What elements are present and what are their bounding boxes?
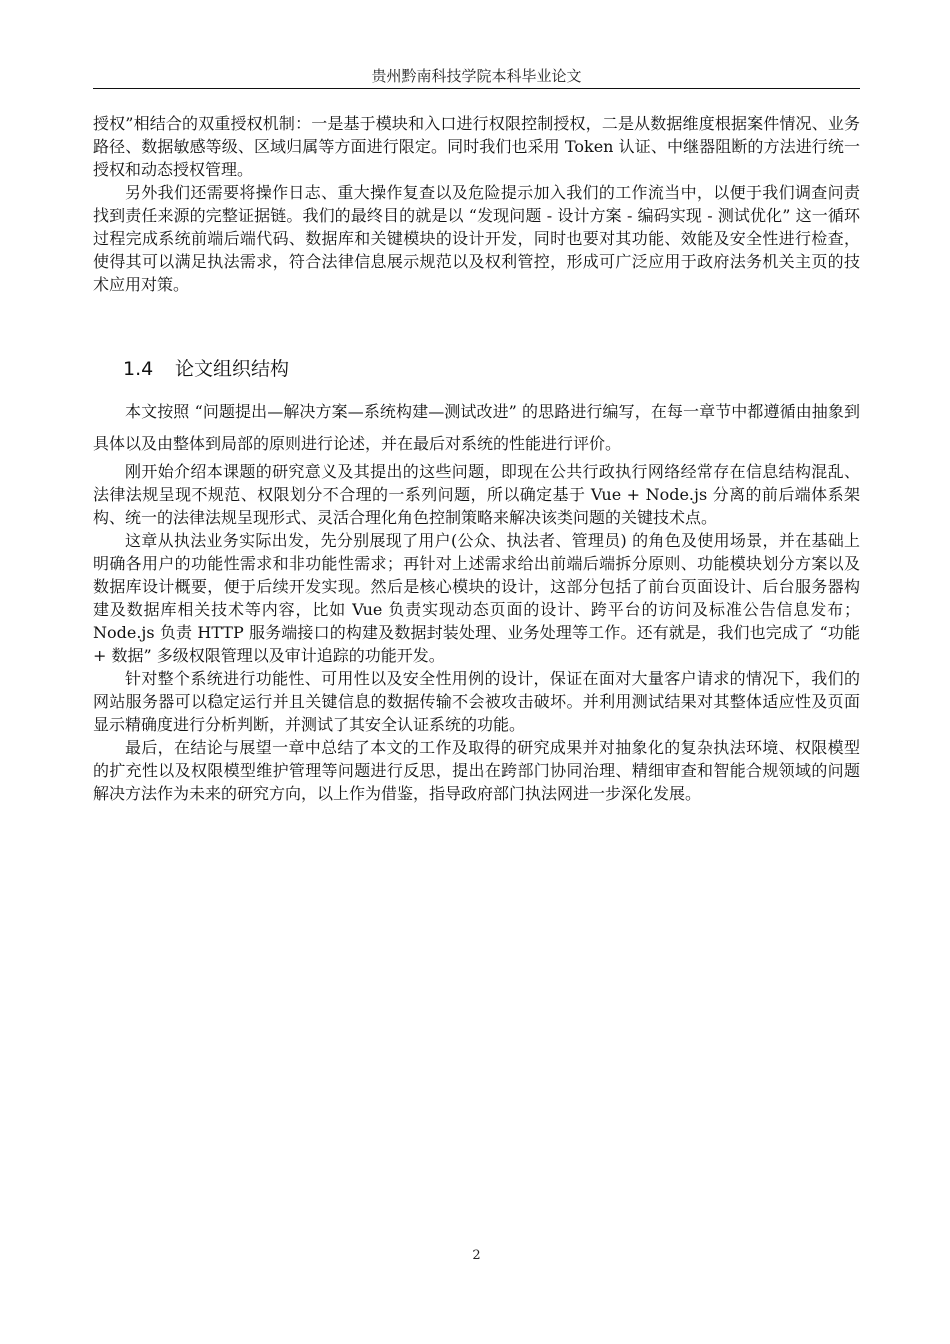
section-number: 1.4 [123, 358, 154, 380]
page-body [93, 112, 860, 805]
paragraph: 最后，在结论与展望一章中总结了本文的工作及取得的研究成果并对抽象化的复杂执法环境、权限模型的扩充性以及权限模型维护管理等问题进行反思，提出在跨部门协同治理、精细审查和智能合规领域的问题解决方法作为未来的研究方向，以上作为借鉴，指导政府部门执法网进一步深化发展。 [93, 738, 860, 803]
paragraph: 另外我们还需要将操作日志、重大操作复查以及危险提示加入我们的工作流当中，以便于我们调查问责找到责任来源的完整证据链。我们的最终目的就是以 “发现问题 - 设计方案 - 编码实现 - 测试优化” 这一循环过程完成系统前端后端代码、数据库和关键模块的设计开发，同时也要对其功能、效能及安全性进行检查，使得其可以满足执法需求，符合法律信息展示规范以及权利管控，形成可广泛应用于政府法务机关主页的技术应用对策。 [93, 183, 860, 294]
paragraph-continuation: 授权”相结合的双重授权机制：一是基于模块和入口进行权限控制授权，二是从数据维度根据案件情况、业务路径、数据敏感等级、区域归属等方面进行限定。同时我们也采用 Token 认证、中继器阻断的方法进行统一授权和动态授权管理。 [93, 114, 860, 179]
paragraph: 本文按照 “问题提出—解决方案—系统构建—测试改进” 的思路进行编写，在每一章节中都遵循由抽象到具体以及由整体到局部的原则进行论述，并在最后对系统的性能进行评价。 [93, 402, 860, 453]
paragraph: 针对整个系统进行功能性、可用性以及安全性用例的设计，保证在面对大量客户请求的情况下，我们的网站服务器可以稳定运行并且关键信息的数据传输不会被攻击破坏。并利用测试结果对其整体适应性及页面显示精确度进行分析判断，并测试了其安全认证系统的功能。 [93, 669, 860, 734]
paragraph: 刚开始介绍本课题的研究意义及其提出的这些问题，即现在公共行政执行网络经常存在信息结构混乱、法律法规呈现不规范、权限划分不合理的一系列问题，所以确定基于 Vue + Node.js 分离的前后端体系架构、统一的法律法规呈现形式、灵活合理化角色控制策略来解决该类问题的关键技术点。 [93, 462, 860, 527]
running-header: 贵州黔南科技学院本科毕业论文 [371, 67, 582, 85]
header-rule [93, 88, 860, 89]
section-heading [93, 356, 860, 382]
section-title: 论文组织结构 [175, 358, 290, 380]
page-number: 2 [472, 1248, 481, 1263]
paragraph: 这章从执法业务实际出发，先分别展现了用户(公众、执法者、管理员) 的角色及使用场景，并在基础上明确各用户的功能性需求和非功能性需求；再针对上述需求给出前端后端拆分原则、功能模块划分方案以及数据库设计概要，便于后续开发实现。然后是核心模块的设计，这部分包括了前台页面设计、后台服务器构建及数据库相关技术等内容，比如 Vue 负责实现动态页面的设计、跨平台的访问及标准公告信息发布；Node.js 负责 HTTP 服务端接口的构建及数据封装处理、业务处理等工作。还有就是，我们也完成了 “功能 + 数据” 多级权限管理以及审计追踪的功能开发。 [93, 531, 860, 665]
